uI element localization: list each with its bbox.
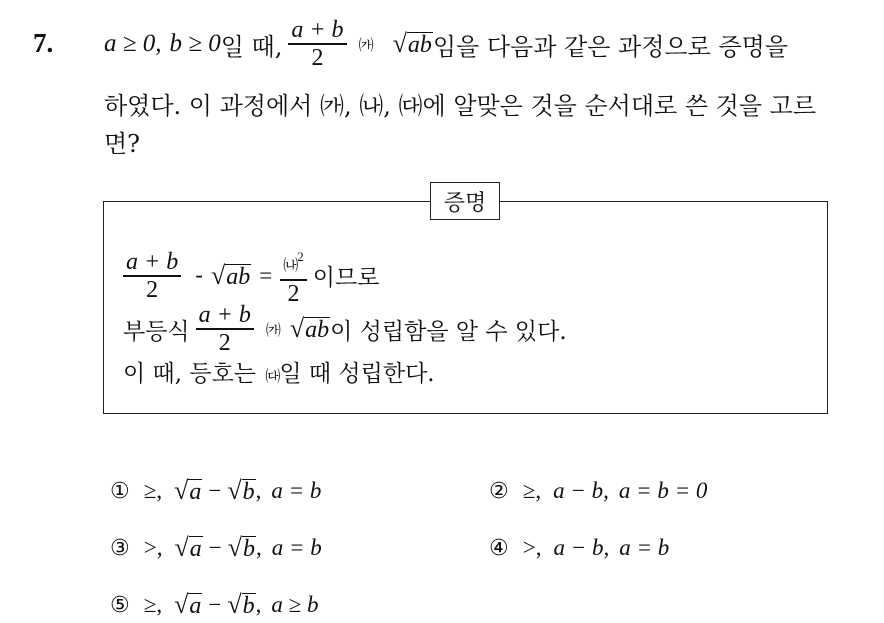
option-relation: >, — [522, 535, 542, 560]
option-expression: a − b, — [553, 535, 610, 560]
comma: , — [255, 592, 262, 617]
option-condition: a = b — [619, 535, 670, 560]
option-condition: a = b = 0 — [618, 478, 708, 503]
radical-sign-icon: √ — [174, 476, 189, 505]
proof-line-3 — [123, 355, 435, 388]
sqrt-argument: b — [242, 479, 255, 505]
sqrt-argument: a — [189, 593, 202, 619]
sqrt-argument: a — [189, 536, 202, 562]
option-relation: ≥, — [143, 478, 163, 503]
comma: , — [256, 535, 262, 560]
question-line-1 — [104, 14, 788, 74]
proof-title: 증명 — [430, 182, 500, 220]
radical-sign-icon: √ — [174, 590, 189, 619]
minus-sign: - — [195, 262, 203, 289]
proof-line-2 — [123, 302, 567, 356]
proof-line-3-pre: 이 때, 등호는 — [123, 361, 257, 387]
sqrt-b — [228, 535, 256, 561]
radical-sign-icon: √ — [227, 533, 243, 562]
question-line-3: 면? — [104, 130, 141, 158]
minus-sign: − — [208, 478, 222, 503]
minus-sign: − — [208, 592, 222, 617]
option-3[interactable] — [110, 535, 322, 561]
option-expression: a − b, — [553, 478, 609, 503]
sqrt-argument: ab — [226, 263, 251, 290]
fraction-a-plus-b-over-2 — [288, 17, 346, 71]
sqrt-ab — [393, 31, 433, 57]
option-1[interactable] — [110, 478, 321, 504]
fraction-denominator: 2 — [218, 330, 231, 356]
option-relation: >, — [143, 535, 163, 560]
proof-inequality-fraction — [196, 302, 254, 356]
proof-inequality-sqrt-ab — [290, 316, 330, 342]
fraction-denominator: 2 — [311, 45, 324, 71]
sqrt-argument: b — [242, 593, 255, 619]
sqrt-a — [174, 535, 202, 561]
radical-sign-icon: √ — [210, 260, 226, 290]
proof-sqrt-ab — [210, 260, 251, 290]
proof-line-3-post: 일 때 성립한다. — [279, 361, 435, 387]
option-mark: ② — [489, 478, 509, 504]
fraction-numerator: a + b — [198, 302, 251, 328]
question-number: 7. — [33, 28, 54, 58]
condition-b: b ≥ 0 — [169, 30, 221, 57]
sqrt-argument: a — [189, 479, 202, 505]
option-condition: a = b — [271, 478, 322, 503]
option-2[interactable] — [489, 478, 707, 504]
sqrt-b — [227, 478, 255, 504]
proof-fraction-na-numerator — [280, 244, 307, 279]
blank-da: ㈐ — [265, 367, 280, 385]
proof-fraction-denominator: 2 — [146, 276, 159, 303]
option-relation: ≥, — [143, 592, 163, 617]
sqrt-a — [174, 592, 202, 618]
option-mark: ④ — [489, 535, 509, 561]
condition-tail: 일 때, — [220, 32, 283, 61]
proof-fraction-na-denominator: 2 — [287, 281, 300, 307]
proof-line-2-tail: 이 성립함을 알 수 있다. — [330, 318, 567, 345]
radical-sign-icon: √ — [174, 533, 189, 562]
option-relation: ≥, — [522, 478, 542, 503]
option-5[interactable] — [110, 592, 319, 618]
proof-fraction-na-squared — [280, 244, 307, 307]
sqrt-argument: b — [243, 536, 256, 562]
sqrt-a — [174, 478, 202, 504]
proof-line-2-head: 부등식 — [123, 318, 190, 345]
radical-sign-icon: √ — [392, 29, 407, 58]
question-line-1-tail: 임을 다음과 같은 과정으로 증명을 — [432, 32, 788, 61]
proof-fraction — [123, 249, 181, 303]
proof-fraction-numerator: a + b — [126, 248, 179, 275]
blank-ga: ㈎ — [265, 320, 280, 339]
equals-sign: = — [259, 262, 273, 288]
radical-sign-icon: √ — [227, 590, 242, 619]
option-mark: ⑤ — [110, 592, 130, 618]
proof-line-1-tail: 이므로 — [312, 265, 380, 291]
option-condition: a ≥ b — [271, 592, 319, 617]
sqrt-b — [227, 592, 255, 618]
sqrt-argument: ab — [305, 317, 330, 343]
proof-line-1 — [123, 244, 379, 307]
option-4[interactable] — [489, 535, 669, 561]
option-condition: a = b — [271, 535, 322, 560]
condition-a: a ≥ 0, — [104, 30, 162, 57]
option-mark: ① — [110, 478, 130, 504]
exponent: 2 — [297, 249, 304, 264]
blank-na: ㈏ — [283, 258, 298, 274]
fraction-numerator: a + b — [291, 17, 344, 43]
question-line-2: 하였다. 이 과정에서 ㈎, ㈏, ㈐에 알맞은 것을 순서대로 쓴 것을 고르 — [104, 92, 817, 120]
blank-ga: ㈎ — [358, 35, 373, 54]
comma: , — [255, 478, 262, 503]
sqrt-argument: ab — [407, 32, 432, 58]
option-mark: ③ — [110, 535, 130, 561]
minus-sign: − — [208, 535, 222, 560]
radical-sign-icon: √ — [227, 476, 242, 505]
radical-sign-icon: √ — [289, 314, 305, 343]
